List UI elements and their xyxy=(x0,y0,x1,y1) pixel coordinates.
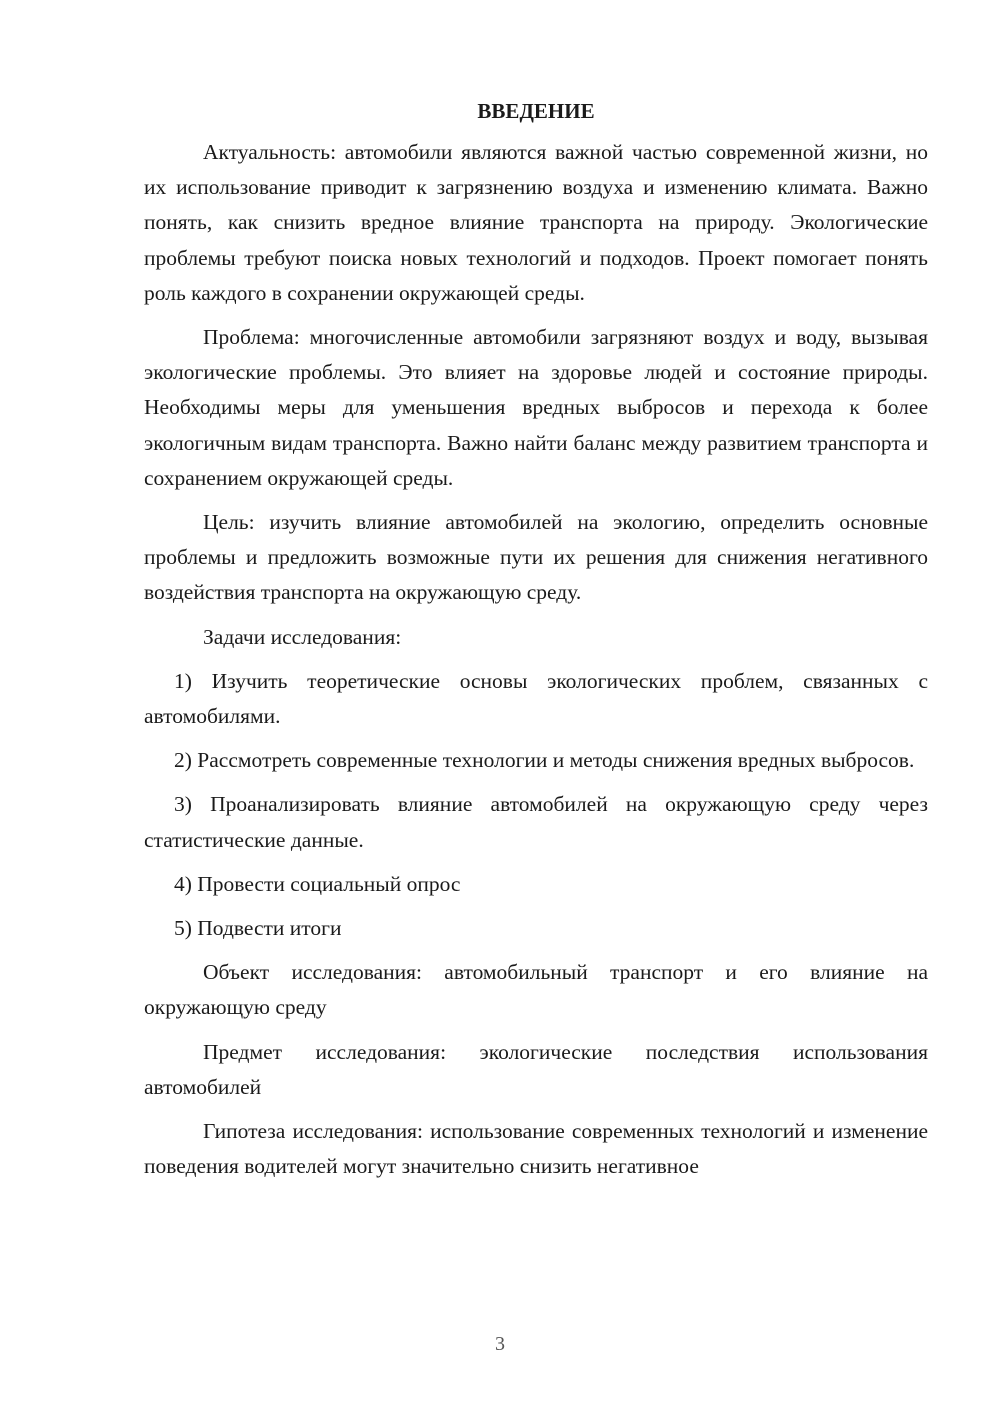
task-item-5: 5) Подвести итоги xyxy=(174,916,342,941)
paragraph-subject: Предмет исследования: экологические последствия использования автомобилей xyxy=(144,1039,928,1099)
task-item-4: 4) Провести социальный опрос xyxy=(174,871,461,896)
paragraph-relevance: Актуальность: автомобили являются важной частью современной жизни, но их использование приводит к загрязнению воздуха и изменению климата. Важно понять, как снизить вредное влияние транспорта на природу. Экологические проблемы требуют поиска новых технологий и подходов. Проект помогает понять роль каждого в сохранении окружающей среды. xyxy=(144,140,928,305)
paragraph-tasks-heading: Задачи исследования: xyxy=(203,624,402,649)
paragraph-object: Объект исследования: автомобильный транспорт и его влияние на окружающую среду xyxy=(144,960,928,1020)
task-item-2: 2) Рассмотреть современные технологии и методы снижения вредных выбросов. xyxy=(174,748,915,773)
paragraph-problem: Проблема: многочисленные автомобили загрязняют воздух и воду, вызывая экологические проблемы. Это влияет на здоровье людей и состояние природы. Необходимы меры для уменьшения вредных выбросов и перехода к более экологичным видам транспорта. Важно найти баланс между развитием транспорта и сохранением окружающей среды. xyxy=(144,325,928,490)
section-title: ВВЕДЕНИЕ xyxy=(477,99,595,123)
task-item-3: 3) Проанализировать влияние автомобилей на окружающую среду через статистические данные. xyxy=(144,792,928,852)
page-number: 3 xyxy=(495,1333,505,1355)
paragraph-hypothesis: Гипотеза исследования: использование современных технологий и изменение поведения водителей могут значительно снизить негативное xyxy=(144,1119,928,1179)
document-page xyxy=(144,96,928,1193)
task-item-1: 1) Изучить теоретические основы экологических проблем, связанных с автомобилями. xyxy=(144,668,928,729)
paragraph-goal: Цель: изучить влияние автомобилей на экологию, определить основные проблемы и предложить возможные пути их решения для снижения негативного воздействия транспорта на окружающую среду. xyxy=(144,510,928,605)
